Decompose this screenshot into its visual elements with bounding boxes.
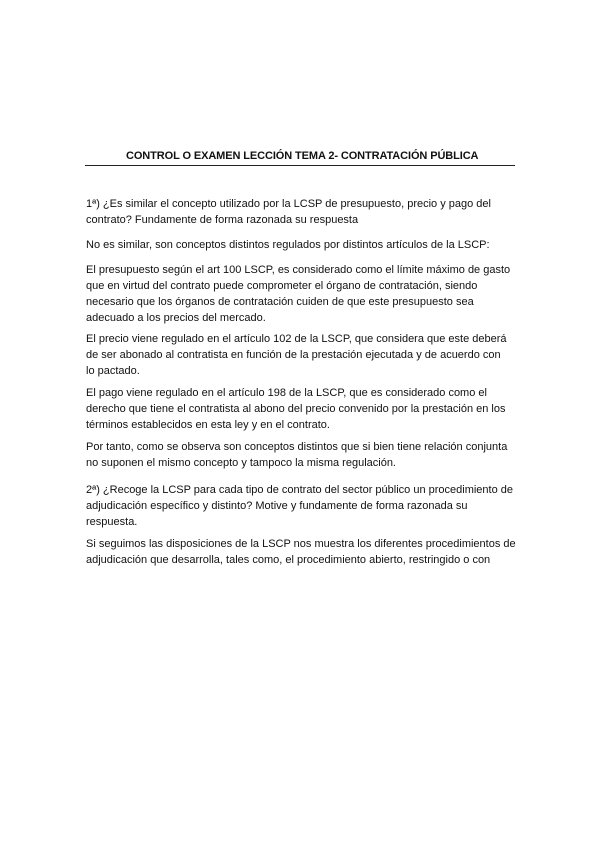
answer-1-intro-paragraph <box>86 237 526 253</box>
text-line: no suponen el mismo concepto y tampoco la misma regulación. <box>86 457 396 469</box>
text-line: términos establecidos en esta ley y en el contrato. <box>86 419 330 431</box>
text-line: El precio viene regulado en el artículo 102 de la LSCP, que considera que este deberá <box>86 333 507 345</box>
presupuesto-paragraph <box>86 262 526 326</box>
text-line: adjudicación que desarrolla, tales como, el procedimiento abierto, restringido o con <box>86 554 491 566</box>
conclusion-paragraph <box>86 439 526 471</box>
text-line: respuesta. <box>86 516 138 528</box>
text-line: Por tanto, como se observa son conceptos distintos que si bien tiene relación conjunta <box>86 441 508 453</box>
text-line: adjudicación específico y distinto? Motive y fundamente de forma razonada su <box>86 500 468 512</box>
text-line: 1ª) ¿Es similar el concepto utilizado por la LCSP de presupuesto, precio y pago del <box>86 198 491 210</box>
pago-paragraph <box>86 385 526 433</box>
text-line: El pago viene regulado en el artículo 198 de la LSCP, que es considerado como el <box>86 387 487 399</box>
text-line: necesario que los órganos de contratación cuiden de que este presupuesto sea <box>86 296 474 308</box>
text-line: lo pactado. <box>86 365 140 377</box>
question-2-paragraph <box>86 482 526 530</box>
document-title: CONTROL O EXAMEN LECCIÓN TEMA 2- CONTRATACIÓN PÚBLICA <box>126 150 479 162</box>
text-line: Si seguimos las disposiciones de la LSCP nos muestra los diferentes procedimientos de <box>86 538 516 550</box>
answer-2-paragraph <box>86 536 526 568</box>
text-line: 2ª) ¿Recoge la LCSP para cada tipo de contrato del sector público un procedimiento de <box>86 484 514 496</box>
text-line: de ser abonado al contratista en función de la prestación ejecutada y de acuerdo con <box>86 349 501 361</box>
precio-paragraph <box>86 331 526 379</box>
text-line: que en virtud del contrato puede comprometer el órgano de contratación, siendo <box>86 280 478 292</box>
title-underline <box>85 165 515 166</box>
question-1-paragraph <box>86 196 526 228</box>
text-line: El presupuesto según el art 100 LSCP, es considerado como el límite máximo de gasto <box>86 264 511 276</box>
text-line: contrato? Fundamente de forma razonada su respuesta <box>86 214 359 226</box>
text-line: derecho que tiene el contratista al abono del precio convenido por la prestación en los <box>86 403 506 415</box>
text-line: adecuado a los precios del mercado. <box>86 312 266 324</box>
text-line: No es similar, son conceptos distintos regulados por distintos artículos de la LSCP: <box>86 239 490 251</box>
